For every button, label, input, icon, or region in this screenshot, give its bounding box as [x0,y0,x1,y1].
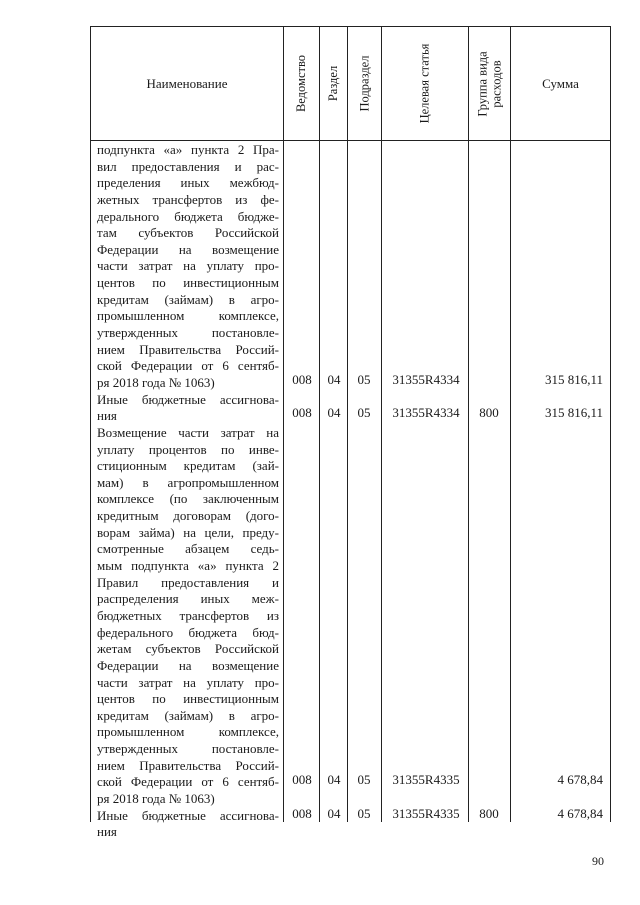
cell-vedomstvo: 008 [292,806,312,821]
name-line: Возмещение части затрат на [97,424,279,440]
header-gruppa-line2: расходов [489,59,504,108]
name-line: дерального бюджета бюдже- [97,208,279,224]
cell-vedomstvo: 008 [292,372,312,387]
name-line: ния [97,408,117,424]
name-line: ской Федерации от 6 сентяб- [97,774,279,790]
cell-celevaya: 31355R4335 [392,772,460,787]
header-name-cell [91,27,283,140]
name-line: ния [97,824,117,840]
name-line: ря 2018 года № 1063) [97,374,215,390]
name-line: промышленном комплексе, [97,724,279,740]
name-line: Иные бюджетные ассигнова- [97,391,279,407]
header-gruppa [476,51,504,116]
name-line: Иные бюджетные ассигнова- [97,807,279,823]
name-line: ворам займа) на цели, преду- [97,524,279,540]
header-celevaya: Целевая статья [417,43,432,124]
cell-vedomstvo: 008 [292,772,312,787]
name-line: ской Федерации от 6 сентяб- [97,358,279,374]
cell-razdel: 04 [327,772,341,787]
header-summa-cell [511,27,610,140]
name-line: федерального бюджета бюд- [97,624,279,640]
cell-vedomstvo: 008 [292,405,312,420]
cell-summa: 4 678,84 [557,806,603,821]
name-line: кредитам (займам) в агро- [97,291,279,307]
name-column [97,142,279,841]
name-line: стиционным кредитам (зай- [97,458,279,474]
name-line: утвержденных постановле- [97,325,279,341]
header-razdel: Раздел [326,65,341,102]
name-line: утвержденных постановле- [97,741,279,757]
header-celevaya-cell [382,27,468,140]
cell-podrazdel: 05 [357,405,371,420]
name-line: уплату процентов по инве- [97,441,279,457]
cell-gruppa: 800 [479,405,499,420]
header-razdel-cell [320,27,347,140]
name-line: части затрат на уплату про- [97,674,279,690]
name-line: там субъектов Российской [97,225,279,241]
name-line: распределения иных меж- [97,591,279,607]
name-line: Федерации на возмещение [97,241,279,257]
cell-celevaya: 31355R4334 [392,372,460,387]
header-name: Наименование [146,75,228,91]
name-line: центов по инвестиционным [97,691,279,707]
name-line: бюджетных трансфертов из [97,607,279,623]
name-line: промышленном комплексе, [97,308,279,324]
header-podrazdel-cell [348,27,381,140]
name-line: подпункта «а» пункта 2 Пра- [97,142,279,157]
name-line: комплексе (по заключенным [97,491,279,507]
name-line: мам) в агропромышленном [97,474,279,490]
header-gruppa-cell [469,27,510,140]
name-line: кредитным договорам (дого- [97,508,279,524]
cell-razdel: 04 [327,372,341,387]
name-line: вил предоставления и рас- [97,158,279,174]
header-vedomstvo-cell [284,27,319,140]
name-line: Правил предоставления и [97,574,279,590]
page-number: 90 [592,854,604,868]
cell-razdel: 04 [327,806,341,821]
name-line: кредитам (займам) в агро- [97,707,279,723]
name-line: центов по инвестиционным [97,275,279,291]
cell-gruppa: 800 [479,806,499,821]
cell-summa: 315 816,11 [544,372,603,387]
name-line: пределения иных межбюд- [97,175,279,191]
cell-podrazdel: 05 [357,806,371,821]
name-line: жетных трансфертов из фе- [97,191,279,207]
header-summa: Сумма [542,75,579,91]
cell-summa: 4 678,84 [557,772,603,787]
cell-podrazdel: 05 [357,372,371,387]
cell-celevaya: 31355R4335 [392,806,460,821]
cell-summa: 315 816,11 [544,405,603,420]
cell-razdel: 04 [327,405,341,420]
header-podrazdel: Подраздел [357,55,371,112]
cell-podrazdel: 05 [357,772,371,787]
header-gruppa-line1: Группа вида [475,50,490,117]
name-line: ря 2018 года № 1063) [97,790,215,806]
name-line: смотренные абзацем седь- [97,541,279,557]
name-line: части затрат на уплату про- [97,258,279,274]
name-line: Федерации на возмещение [97,657,279,673]
name-line: нием Правительства Россий- [97,757,279,773]
cell-celevaya: 31355R4334 [392,405,460,420]
name-line: мым подпункта «а» пункта 2 [97,558,279,574]
name-line: нием Правительства Россий- [97,341,279,357]
header-vedomstvo: Ведомство [294,54,308,113]
name-line: жетам субъектов Российской [97,641,279,657]
